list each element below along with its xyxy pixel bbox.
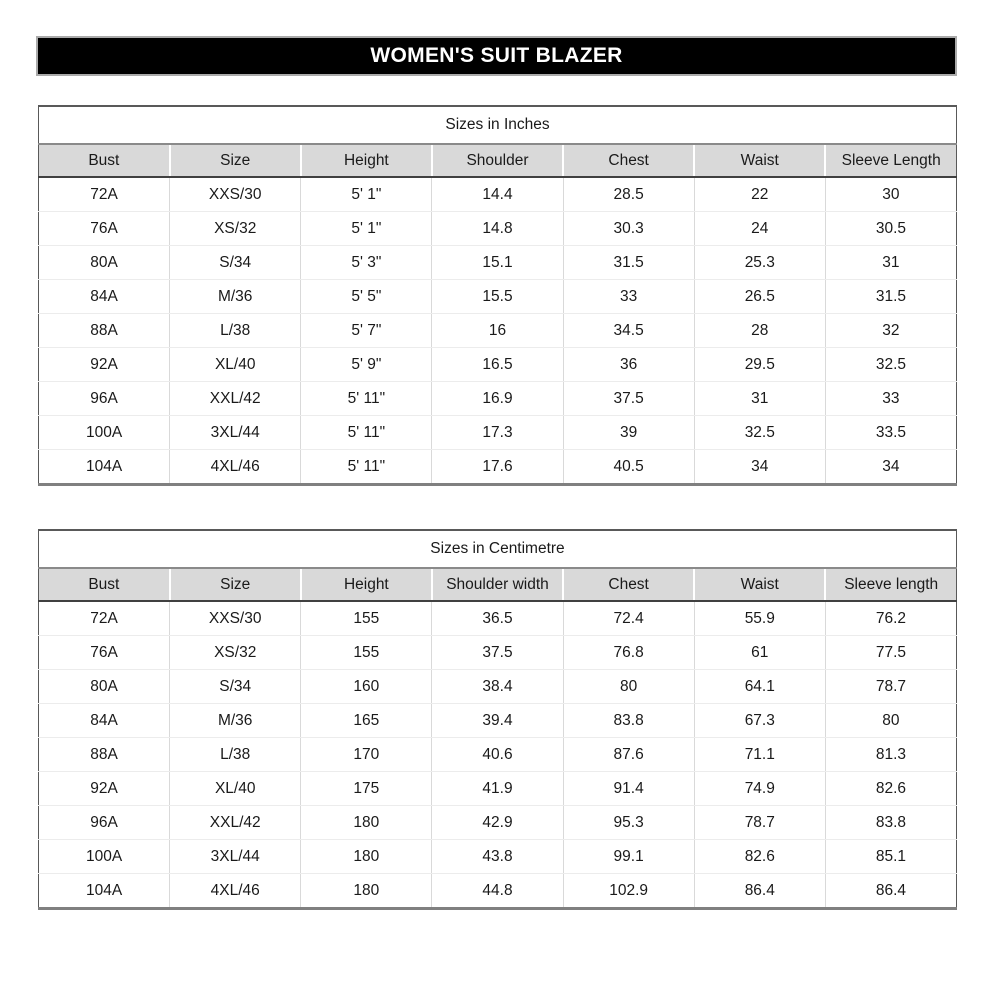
table-cell: 76A bbox=[39, 636, 170, 670]
table-cell: XL/40 bbox=[170, 348, 301, 382]
sizes-centimetre-table bbox=[38, 529, 957, 910]
table-row bbox=[39, 840, 957, 874]
table-row bbox=[39, 246, 957, 280]
column-header: Height bbox=[301, 144, 432, 177]
table-row bbox=[39, 806, 957, 840]
table-cell: 34 bbox=[882, 457, 900, 475]
table-cell: 31.5 bbox=[825, 280, 956, 314]
table-cell: 33.5 bbox=[825, 416, 956, 450]
table-row bbox=[39, 874, 957, 909]
table-cell: 104A bbox=[39, 874, 170, 909]
table-row bbox=[39, 177, 957, 212]
column-header: Chest bbox=[563, 144, 694, 177]
table-cell: 33 bbox=[563, 280, 694, 314]
table-cell: XL/40 bbox=[170, 772, 301, 806]
table-caption: Sizes in Centimetre bbox=[39, 530, 957, 568]
table-cell: 74.9 bbox=[694, 772, 825, 806]
table-row bbox=[39, 314, 957, 348]
table-cell: L/38 bbox=[170, 314, 301, 348]
table-cell: 87.6 bbox=[563, 738, 694, 772]
column-header: Bust bbox=[39, 144, 170, 177]
table-cell: 160 bbox=[301, 670, 432, 704]
sizes-inches-table bbox=[38, 105, 957, 486]
table-cell: XS/32 bbox=[170, 212, 301, 246]
table-cell: 4XL/46 bbox=[170, 450, 301, 485]
column-header: Shoulder width bbox=[432, 568, 563, 601]
table-cell: 88A bbox=[39, 738, 170, 772]
table-cell: 76A bbox=[39, 212, 170, 246]
table-cell: 91.4 bbox=[563, 772, 694, 806]
table-cell: 39 bbox=[563, 416, 694, 450]
column-header: Size bbox=[170, 144, 301, 177]
table-row bbox=[39, 670, 957, 704]
table-cell: 180 bbox=[301, 874, 432, 909]
table-cell: 86.4 bbox=[875, 881, 906, 899]
table-cell: 104A bbox=[39, 450, 170, 485]
table-cell: 16.5 bbox=[432, 348, 563, 382]
table-cell: 15.5 bbox=[432, 280, 563, 314]
header-row bbox=[39, 568, 957, 601]
table-row bbox=[39, 601, 957, 636]
table-cell: 55.9 bbox=[694, 601, 825, 636]
table-cell: 25.3 bbox=[694, 246, 825, 280]
table-cell: 84A bbox=[39, 704, 170, 738]
header-row bbox=[39, 144, 957, 177]
table-caption-row bbox=[39, 530, 957, 568]
table-cell: 41.9 bbox=[432, 772, 563, 806]
table-row bbox=[39, 280, 957, 314]
table-cell: 72A bbox=[39, 177, 170, 212]
table-cell: 32.5 bbox=[825, 348, 956, 382]
table-cell: 32 bbox=[825, 314, 956, 348]
table-cell: 5' 11" bbox=[301, 416, 432, 450]
table-cell: 30.5 bbox=[825, 212, 956, 246]
table-cell: 15.1 bbox=[432, 246, 563, 280]
table-cell: XXS/30 bbox=[170, 177, 301, 212]
table-row bbox=[39, 382, 957, 416]
table-cell: 76.8 bbox=[563, 636, 694, 670]
column-header: Sleeve length bbox=[825, 568, 956, 601]
column-header: Sleeve Length bbox=[825, 144, 956, 177]
table-cell: 44.8 bbox=[432, 874, 563, 909]
table-cell: 40.5 bbox=[563, 450, 694, 485]
table-cell: 4XL/46 bbox=[170, 874, 301, 909]
table-cell: 155 bbox=[301, 601, 432, 636]
table-cell: 42.9 bbox=[432, 806, 563, 840]
table-cell: 165 bbox=[301, 704, 432, 738]
title-banner bbox=[36, 36, 957, 76]
table-cell: 30.3 bbox=[563, 212, 694, 246]
table-cell: 39.4 bbox=[432, 704, 563, 738]
table-cell: 28.5 bbox=[563, 177, 694, 212]
table-cell: 100A bbox=[39, 416, 170, 450]
table-cell: 67.3 bbox=[694, 704, 825, 738]
table-cell: 24 bbox=[694, 212, 825, 246]
table-row bbox=[39, 416, 957, 450]
table-cell: 80A bbox=[39, 670, 170, 704]
table-cell: 78.7 bbox=[694, 806, 825, 840]
table-cell: 80 bbox=[563, 670, 694, 704]
table-cell: 37.5 bbox=[563, 382, 694, 416]
table-cell: 22 bbox=[694, 177, 825, 212]
table-cell: 155 bbox=[301, 636, 432, 670]
table-cell: XS/32 bbox=[170, 636, 301, 670]
table-cell: 92A bbox=[39, 772, 170, 806]
table-cell: XXS/30 bbox=[170, 601, 301, 636]
table-cell: S/34 bbox=[170, 246, 301, 280]
table-cell: 86.4 bbox=[694, 874, 825, 909]
table-cell: 5' 11" bbox=[301, 450, 432, 485]
table-cell: 95.3 bbox=[563, 806, 694, 840]
table-cell: 5' 9" bbox=[301, 348, 432, 382]
table-cell: 3XL/44 bbox=[170, 840, 301, 874]
table-cell: 83.8 bbox=[563, 704, 694, 738]
table-cell: 82.6 bbox=[825, 772, 956, 806]
column-header: Height bbox=[301, 568, 432, 601]
table-row bbox=[39, 450, 957, 485]
table-cell: 30 bbox=[825, 177, 956, 212]
table-cell: 31 bbox=[694, 382, 825, 416]
table-cell: 26.5 bbox=[694, 280, 825, 314]
table-cell: 43.8 bbox=[432, 840, 563, 874]
table-cell: 5' 5" bbox=[301, 280, 432, 314]
table-cell: 29.5 bbox=[694, 348, 825, 382]
table-cell: 16.9 bbox=[432, 382, 563, 416]
table-row bbox=[39, 772, 957, 806]
table-cell: 31.5 bbox=[563, 246, 694, 280]
table-cell: 34 bbox=[694, 450, 825, 485]
table-cell: 32.5 bbox=[694, 416, 825, 450]
table-cell: 180 bbox=[301, 806, 432, 840]
table-cell: 36.5 bbox=[432, 601, 563, 636]
column-header: Chest bbox=[563, 568, 694, 601]
table-cell: L/38 bbox=[170, 738, 301, 772]
table-cell: 82.6 bbox=[694, 840, 825, 874]
table-row bbox=[39, 704, 957, 738]
table-cell: 34.5 bbox=[563, 314, 694, 348]
table-cell: 14.8 bbox=[432, 212, 563, 246]
column-header: Shoulder bbox=[432, 144, 563, 177]
table-cell: 80A bbox=[39, 246, 170, 280]
table-cell: 72A bbox=[39, 601, 170, 636]
table-cell: 81.3 bbox=[825, 738, 956, 772]
table-cell: 102.9 bbox=[563, 874, 694, 909]
table-row bbox=[39, 348, 957, 382]
table-cell: 28 bbox=[694, 314, 825, 348]
table-cell: 5' 7" bbox=[301, 314, 432, 348]
column-header: Size bbox=[170, 568, 301, 601]
table-row bbox=[39, 738, 957, 772]
table-cell: 77.5 bbox=[825, 636, 956, 670]
table-cell: 78.7 bbox=[825, 670, 956, 704]
table-cell: 175 bbox=[301, 772, 432, 806]
table-cell: 36 bbox=[563, 348, 694, 382]
table-cell: 17.6 bbox=[432, 450, 563, 485]
table-row bbox=[39, 636, 957, 670]
table-cell: 16 bbox=[432, 314, 563, 348]
table-cell: 31 bbox=[825, 246, 956, 280]
table-cell: 3XL/44 bbox=[170, 416, 301, 450]
table-cell: 180 bbox=[301, 840, 432, 874]
table-cell: 72.4 bbox=[563, 601, 694, 636]
table-cell: XXL/42 bbox=[170, 382, 301, 416]
table-cell: 14.4 bbox=[432, 177, 563, 212]
table-cell: 5' 11" bbox=[301, 382, 432, 416]
table-cell: 80 bbox=[825, 704, 956, 738]
table-cell: 33 bbox=[825, 382, 956, 416]
table-cell: 99.1 bbox=[563, 840, 694, 874]
table-cell: 88A bbox=[39, 314, 170, 348]
table-cell: 84A bbox=[39, 280, 170, 314]
table-caption-row bbox=[39, 106, 957, 144]
table-cell: M/36 bbox=[170, 704, 301, 738]
table-cell: 170 bbox=[301, 738, 432, 772]
table-cell: 38.4 bbox=[432, 670, 563, 704]
column-header: Waist bbox=[694, 144, 825, 177]
table-cell: 61 bbox=[694, 636, 825, 670]
table-cell: M/36 bbox=[170, 280, 301, 314]
table-cell: 64.1 bbox=[694, 670, 825, 704]
table-cell: 83.8 bbox=[825, 806, 956, 840]
table-cell: 96A bbox=[39, 806, 170, 840]
column-header: Bust bbox=[39, 568, 170, 601]
table-cell: 5' 3" bbox=[301, 246, 432, 280]
page-title: WOMEN'S SUIT BLAZER bbox=[370, 44, 623, 67]
table-cell: 76.2 bbox=[825, 601, 956, 636]
column-header: Waist bbox=[694, 568, 825, 601]
table-cell: 71.1 bbox=[694, 738, 825, 772]
table-cell: 40.6 bbox=[432, 738, 563, 772]
table-cell: 85.1 bbox=[825, 840, 956, 874]
table-row bbox=[39, 212, 957, 246]
table-cell: 5' 1" bbox=[301, 212, 432, 246]
table-cell: XXL/42 bbox=[170, 806, 301, 840]
table-cell: 37.5 bbox=[432, 636, 563, 670]
table-cell: 92A bbox=[39, 348, 170, 382]
table-cell: 17.3 bbox=[432, 416, 563, 450]
table-cell: 100A bbox=[39, 840, 170, 874]
table-cell: 5' 1" bbox=[301, 177, 432, 212]
table-cell: S/34 bbox=[170, 670, 301, 704]
table-cell: 96A bbox=[39, 382, 170, 416]
table-caption: Sizes in Inches bbox=[39, 106, 957, 144]
